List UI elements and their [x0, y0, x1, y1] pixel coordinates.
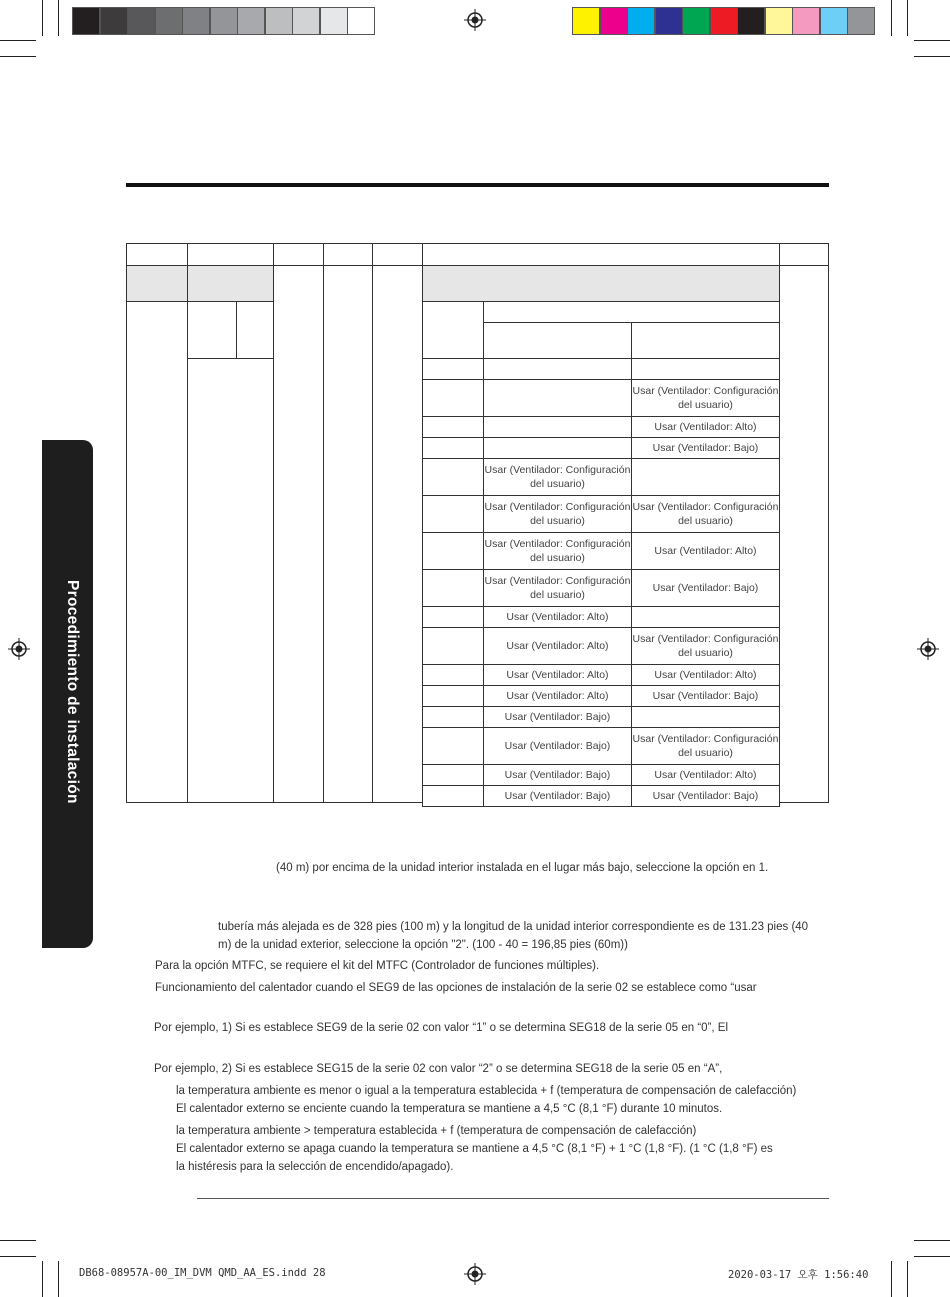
table-row-index-cell [422, 379, 484, 417]
note-text: la temperatura ambiente > temperatura establecida + f (temperatura de compensación de calefacción) [176, 1125, 697, 1137]
table-cell-option-1 [483, 379, 632, 417]
crop-mark [891, 0, 892, 36]
table-column [126, 301, 188, 803]
table-cell-option-1: Usar (Ventilador: Bajo) [483, 706, 632, 728]
gray-swatch [72, 7, 100, 35]
registration-mark-icon [464, 1263, 486, 1285]
table-row-index-cell [422, 532, 484, 570]
table-cell-option-2: Usar (Ventilador: Bajo) [631, 569, 780, 607]
table-subheader-cell [422, 265, 780, 302]
table-cell-option-2: Usar (Ventilador: Configuración del usuario) [631, 495, 780, 533]
table-cell [483, 301, 780, 323]
color-swatch [820, 7, 848, 35]
registration-mark-icon [917, 638, 939, 660]
gray-swatch [320, 7, 348, 35]
table-cell-option-1: Usar (Ventilador: Configuración del usuario) [483, 458, 632, 496]
note-text: la temperatura ambiente es menor o igual a la temperatura establecida + f (temperatura de compensación de calefacción) [176, 1085, 797, 1097]
table-cell-option-1: Usar (Ventilador: Alto) [483, 664, 632, 686]
table-row-index-cell [422, 627, 484, 665]
crop-mark [0, 1240, 36, 1241]
table-row-index-cell [422, 458, 484, 496]
table-cell [422, 358, 484, 380]
table-column [273, 265, 324, 803]
table-cell-option-2 [631, 706, 780, 728]
table-cell-option-1: Usar (Ventilador: Bajo) [483, 764, 632, 786]
gray-swatch [182, 7, 210, 35]
crop-mark [891, 1261, 892, 1297]
table-header-cell [126, 243, 188, 266]
table-row-index-cell [422, 495, 484, 533]
table-cell [236, 301, 274, 359]
table-cell-option-1: Usar (Ventilador: Configuración del usuario) [483, 495, 632, 533]
registration-mark-icon [8, 638, 30, 660]
table-column [372, 265, 423, 803]
table-cell-option-2: Usar (Ventilador: Alto) [631, 416, 780, 438]
table-cell-option-1: Usar (Ventilador: Alto) [483, 685, 632, 707]
gray-swatch [292, 7, 320, 35]
color-swatch [627, 7, 655, 35]
color-swatch [847, 7, 875, 35]
note-text: tubería más alejada es de 328 pies (100 m) y la longitud de la unidad interior correspondiente es de 131.23 pies (40 [218, 921, 809, 933]
table-row-index-cell [422, 569, 484, 607]
crop-mark [914, 56, 950, 57]
table-cell-option-2: Usar (Ventilador: Bajo) [631, 685, 780, 707]
table-row-index-cell [422, 416, 484, 438]
crop-mark [0, 1256, 36, 1257]
gray-swatch [210, 7, 238, 35]
gray-swatch [100, 7, 128, 35]
table-cell [631, 358, 780, 380]
crop-mark [58, 0, 59, 36]
table-cell-option-2: Usar (Ventilador: Bajo) [631, 437, 780, 459]
table-cell-option-1: Usar (Ventilador: Alto) [483, 606, 632, 628]
table-cell-option-2: Usar (Ventilador: Configuración del usuario) [631, 379, 780, 417]
color-swatch [682, 7, 710, 35]
note-text: Funcionamiento del calentador cuando el SEG9 de las opciones de instalación de la serie 02 se establece como “usar [155, 982, 757, 994]
table-cell-option-1 [483, 437, 632, 459]
color-swatch [737, 7, 765, 35]
color-swatch [710, 7, 738, 35]
table-row-index-cell [422, 685, 484, 707]
table-row-index-cell [422, 664, 484, 686]
note-text: El calentador externo se enciente cuando la temperatura se mantiene a 4,5 °C (8,1 °F) durante 10 minutos. [176, 1103, 723, 1115]
registration-mark-icon [464, 9, 486, 31]
table-column [779, 265, 829, 803]
color-swatch [572, 7, 600, 35]
crop-mark [0, 56, 36, 57]
table-cell-option-2: Usar (Ventilador: Alto) [631, 532, 780, 570]
table-header-cell [779, 243, 829, 266]
table-column [323, 265, 373, 803]
table-header-cell [422, 243, 780, 266]
bottom-rule [197, 1198, 829, 1199]
crop-mark [0, 40, 36, 41]
table-header-cell [187, 243, 274, 266]
table-cell-option-1 [483, 416, 632, 438]
footer-date: 2020-03-17 오후 1:56:40 [728, 1269, 869, 1281]
gray-swatch [155, 7, 183, 35]
color-swatch [765, 7, 793, 35]
table-cell-option-2: Usar (Ventilador: Configuración del usuario) [631, 627, 780, 665]
crop-mark [42, 0, 43, 36]
table-cell [187, 301, 237, 359]
table-cell-option-2 [631, 458, 780, 496]
note-text: la histéresis para la selección de encendido/apagado). [176, 1161, 454, 1173]
note-text: Por ejemplo, 2) Si es establece SEG15 de la serie 02 con valor “2” o se determina SEG18 de la serie 05 en “A”, [154, 1063, 723, 1075]
table-header-cell [372, 243, 423, 266]
table-cell-option-2: Usar (Ventilador: Alto) [631, 764, 780, 786]
table-row-index-cell [422, 785, 484, 807]
table-cell [422, 301, 484, 359]
crop-mark [58, 1261, 59, 1297]
table-row-index-cell [422, 437, 484, 459]
note-text: (40 m) por encima de la unidad interior instalada en el lugar más bajo, seleccione la opción en 1. [276, 862, 769, 874]
gray-swatch [347, 7, 375, 35]
note-text: Para la opción MTFC, se requiere el kit del MTFC (Controlador de funciones múltiples). [155, 960, 600, 972]
table-cell-option-2 [631, 606, 780, 628]
table-row-index-cell [422, 706, 484, 728]
crop-mark [907, 1261, 908, 1297]
table-cell-option-1: Usar (Ventilador: Bajo) [483, 785, 632, 807]
crop-mark [907, 0, 908, 36]
table-subheader-cell [126, 265, 188, 302]
settings-table [126, 243, 829, 803]
table-cell-option-2: Usar (Ventilador: Configuración del usuario) [631, 727, 780, 765]
gray-swatch [265, 7, 293, 35]
table-cell-option-1: Usar (Ventilador: Configuración del usuario) [483, 532, 632, 570]
table-cell-option-1: Usar (Ventilador: Alto) [483, 627, 632, 665]
table-row-index-cell [422, 764, 484, 786]
table-cell [483, 358, 632, 380]
table-subheader-cell [187, 265, 274, 302]
crop-mark [914, 1240, 950, 1241]
table-cell-option-2: Usar (Ventilador: Bajo) [631, 785, 780, 807]
note-text: El calentador externo se apaga cuando la temperatura se mantiene a 4,5 °C (8,1 °F) + 1 °C (1,8 °F). (1 °C (1,8 °F) es [176, 1143, 773, 1155]
table-cell-option-1: Usar (Ventilador: Bajo) [483, 727, 632, 765]
crop-mark [42, 1261, 43, 1297]
side-tab-label: Procedimiento de instalación [64, 580, 81, 804]
color-swatch [600, 7, 628, 35]
crop-mark [914, 1256, 950, 1257]
note-text: Por ejemplo, 1) Si es establece SEG9 de la serie 02 con valor “1” o se determina SEG18 de la serie 05 en “0”, El [154, 1022, 729, 1034]
table-cell-option-2: Usar (Ventilador: Alto) [631, 664, 780, 686]
gray-swatch [127, 7, 155, 35]
table-row-index-cell [422, 606, 484, 628]
footer-file-info: DB68-08957A-00_IM_DVM QMD_AA_ES.indd 28 [79, 1267, 326, 1279]
table-header-cell [323, 243, 373, 266]
color-swatch [792, 7, 820, 35]
table-cell-option-1: Usar (Ventilador: Configuración del usuario) [483, 569, 632, 607]
color-swatch [655, 7, 683, 35]
section-rule [126, 183, 829, 187]
gray-swatch [237, 7, 265, 35]
table-row-index-cell [422, 727, 484, 765]
table-cell [187, 358, 274, 803]
crop-mark [914, 40, 950, 41]
note-text: m) de la unidad exterior, seleccione la opción "2". (100 - 40 = 196,85 pies (60m)) [218, 939, 628, 951]
table-cell [483, 322, 632, 359]
table-cell [631, 322, 780, 359]
table-header-cell [273, 243, 324, 266]
